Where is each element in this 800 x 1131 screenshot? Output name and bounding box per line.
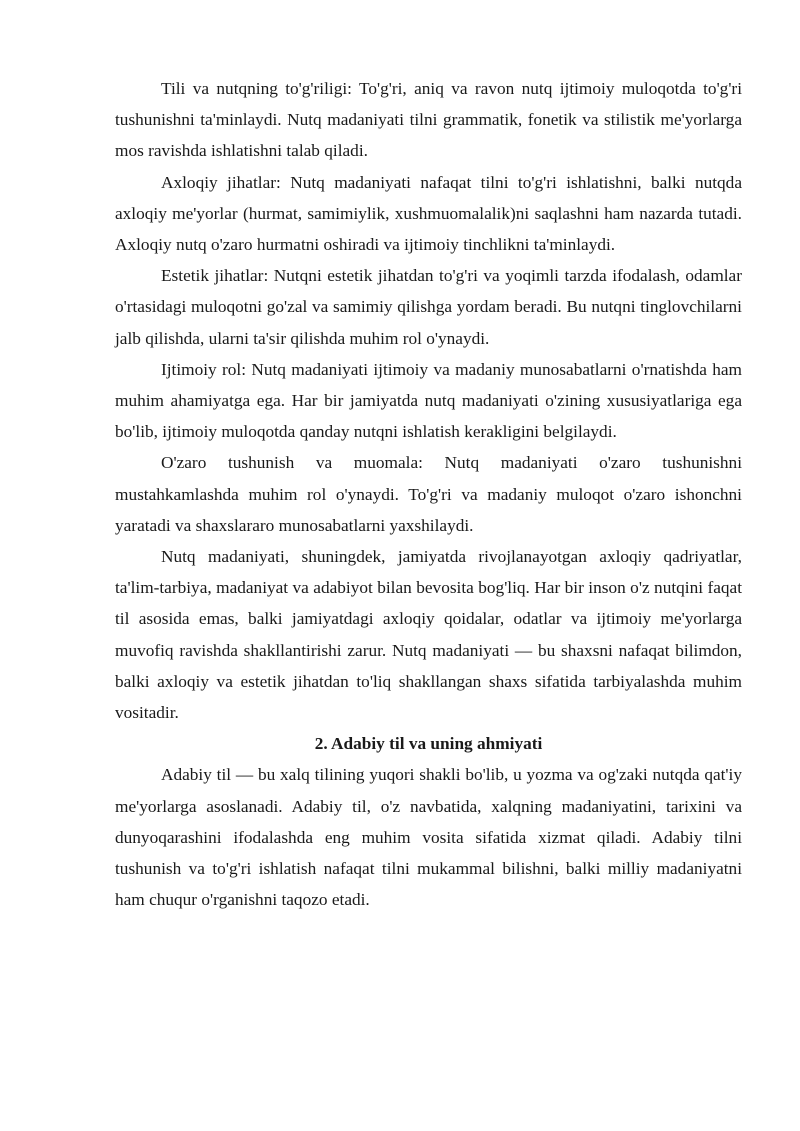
section-heading: 2. Adabiy til va uning ahmiyati [314, 734, 543, 754]
paragraph-social-role: Ijtimoiy rol: Nutq madaniyati ijtimoiy va madaniy munosabatlarni o'rnatishda ham muhim ahamiyatga ega. Har bir jamiyatda nutq madaniyati o'zining xususiyatlariga ega bo'lib, ijtimoiy muloqotda qanday nutqni ishlatish kerakligini belgilaydi. [115, 359, 742, 442]
paragraph-speech-culture-summary: Nutq madaniyati, shuningdek, jamiyatda rivojlanayotgan axloqiy qadriyatlar, ta'lim-tarbiya, madaniyat va adabiyot bilan bevosita bog'liq. Har bir inson o'z nutqini faqat til asosida emas, balki jamiyatdagi axloqiy qoidalar, odatlar va ijtimoiy me'yorlarga muvofiq ravishda shakllantirishi zarur. Nutq madaniyati — bu shaxsni nafaqat bilimdon, balki axloqiy va estetik jihatdan to'liq shakllangan shaxs sifatida tarbiyalashda muhim vositadir. [115, 547, 742, 723]
paragraph-literary-language: Adabiy til — bu xalq tilining yuqori shakli bo'lib, u yozma va og'zaki nutqda qat'iy me'yorlarga asoslanadi. Adabiy til, o'z navbatida, xalqning madaniyatini, tarixini va dunyoqarashini ifodalashda eng muhim vosita sifatida xizmat qiladi. Adabiy tilni tushunish va to'g'ri ishlatish nafaqat tilni mukammal bilishni, balki milliy madaniyatni ham chuqur o'rganishni taqozo etadi. [115, 765, 742, 910]
document-page [115, 73, 742, 915]
paragraph-aesthetic-aspects: Estetik jihatlar: Nutqni estetik jihatdan to'g'ri va yoqimli tarzda ifodalash, odamlar o'rtasidagi muloqotni go'zal va samimiy qilishga yordam beradi. Bu nutqni tinglovchilarni jalb qilishda, ularni ta'sir qilishda muhim rol o'ynaydi. [115, 266, 742, 348]
paragraph-mutual-understanding: O'zaro tushunish va muomala: Nutq madaniyati o'zaro tushunishni mustahkamlashda muhim rol o'ynaydi. To'g'ri va madaniy muloqot o'zaro ishonchni yaratadi va shaxslararo munosabatlarni yaxshilaydi. [115, 453, 742, 535]
paragraph-ethical-aspects: Axloqiy jihatlar: Nutq madaniyati nafaqat tilni to'g'ri ishlatishni, balki nutqda axloqiy me'yorlar (hurmat, samimiylik, xushmuomalalik)ni saqlashni ham nazarda tutadi. Axloqiy nutq o'zaro hurmatni oshiradi va ijtimoiy tinchlikni ta'minlaydi. [115, 172, 742, 255]
paragraph-language-correctness: Tili va nutqning to'g'riligi: To'g'ri, aniq va ravon nutq ijtimoiy muloqotda to'g'ri tushunishni ta'minlaydi. Nutq madaniyati tilni grammatik, fonetik va stilistik me'yorlarga mos ravishda ishlatishni talab qiladi. [115, 79, 742, 161]
